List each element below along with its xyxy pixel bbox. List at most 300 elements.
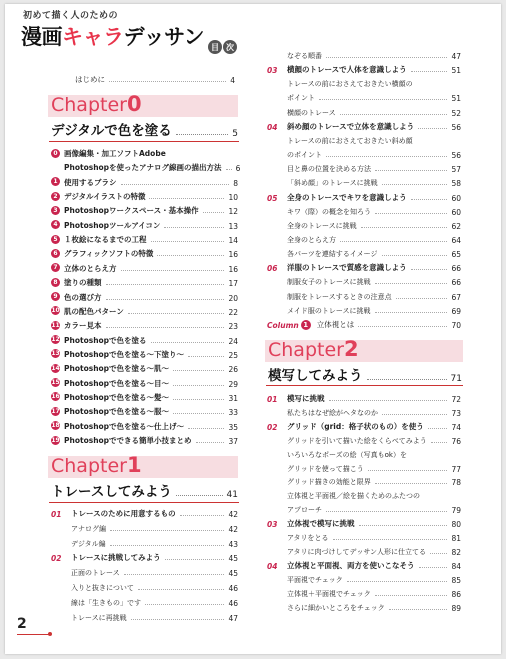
toc-row[interactable]	[51, 362, 238, 374]
toc-row-text: 「斜め顔」のトレースに挑戦	[287, 179, 378, 188]
toc-row-page: 25	[228, 350, 238, 360]
leader-dots	[347, 581, 448, 582]
toc-row-text: メイド服のトレースに挑戦	[287, 306, 371, 315]
toc-row-text: 全身のトレースに挑戦	[287, 221, 357, 230]
leader-dots	[131, 619, 225, 620]
toc-row-page: 69	[451, 306, 461, 316]
toc-row[interactable]	[267, 63, 461, 75]
toc-row-page: 80	[451, 520, 461, 530]
toc-row[interactable]	[51, 348, 238, 360]
toc-row-bullet: 17	[51, 407, 60, 415]
toc-row-page: 29	[228, 379, 238, 389]
toc-row-text: グラフィックソフトの特徴	[64, 249, 154, 259]
toc-row[interactable]	[51, 276, 238, 288]
leader-dots	[110, 545, 225, 546]
chapter-title: トレースしてみよう	[51, 484, 172, 500]
toc-row[interactable]	[267, 205, 461, 217]
toc-row[interactable]	[51, 247, 238, 259]
toc-row[interactable]	[267, 573, 461, 585]
toc-row[interactable]	[267, 261, 461, 273]
toc-row[interactable]	[51, 537, 238, 549]
toc-row-text: 横顔のトレースで人体を意識しよう	[287, 65, 407, 75]
toc-row-page: 14	[228, 236, 238, 246]
toc-row[interactable]	[51, 522, 238, 534]
toc-row-page: 16	[228, 250, 238, 260]
toc-row-text: 平面視でチェック	[287, 575, 343, 584]
footer-line	[17, 634, 49, 635]
page-number: 2	[17, 616, 27, 632]
toc-row[interactable]	[267, 162, 461, 174]
toc-row-section-number: 04	[267, 561, 278, 571]
toc-row-page: 89	[451, 603, 461, 613]
toc-row-page: 60	[451, 193, 461, 203]
toc-row-section-number: 02	[51, 554, 62, 564]
leader-dots	[382, 255, 448, 256]
toc-row-page: 46	[228, 598, 238, 608]
toc-row[interactable]	[267, 503, 461, 515]
title-part-dessin: デッサン	[123, 25, 205, 49]
toc-row-text: グリッド描きの効能と限界	[287, 478, 371, 487]
toc-badge-char: 目	[208, 40, 222, 54]
toc-row-text: 洋服のトレースで質感を意識しよう	[287, 263, 407, 273]
toc-row-bullet: 16	[51, 393, 60, 401]
leader-dots	[326, 511, 447, 512]
toc-row-page: 35	[228, 422, 238, 432]
leader-dots	[176, 134, 229, 135]
chapter-title: デジタルで色を塗る	[51, 123, 172, 139]
toc-row-page: 16	[228, 264, 238, 274]
toc-row[interactable]	[267, 91, 461, 103]
leader-dots	[361, 227, 448, 228]
toc-row-section-number: 05	[267, 193, 278, 203]
book-title	[21, 21, 204, 51]
chapter-word: Chapter	[51, 455, 127, 477]
toc-row-text: Photoshopワークスペース・基本操作	[64, 206, 199, 216]
toc-row[interactable]	[51, 204, 238, 216]
toc-row[interactable]	[267, 49, 461, 61]
chapter-title: 模写してみよう	[268, 368, 363, 384]
toc-row-page: 22	[228, 307, 238, 317]
toc-row-page: 20	[228, 293, 238, 303]
toc-row-page: 26	[228, 365, 238, 375]
toc-row-text: 立体視とは	[316, 320, 355, 329]
toc-row-text: トレースに挑戦してみよう	[71, 553, 161, 563]
toc-row-column[interactable]	[267, 318, 461, 330]
toc-row-intro[interactable]	[75, 73, 235, 85]
leader-dots	[121, 184, 230, 185]
toc-row[interactable]	[267, 247, 461, 259]
toc-row-text: いろいろなポーズの絵（写真もok）を	[287, 450, 407, 459]
chapter-1-label	[51, 453, 142, 477]
leader-dots	[106, 284, 225, 285]
toc-row-page: 24	[228, 336, 238, 346]
leader-dots	[430, 553, 447, 554]
toc-row-bullet: 6	[51, 249, 60, 258]
toc-row[interactable]	[267, 304, 461, 316]
chapter-underline	[266, 385, 463, 386]
toc-row[interactable]	[51, 611, 238, 623]
toc-row-page: 66	[451, 278, 461, 288]
toc-row-text: Photoshopで色を塗る〜仕上げ〜	[64, 421, 185, 431]
toc-row[interactable]	[51, 219, 238, 231]
chapter-number: 2	[343, 337, 359, 361]
leader-dots	[411, 199, 448, 200]
toc-row-page: 66	[451, 264, 461, 274]
toc-row-bullet: 13	[51, 350, 60, 358]
toc-row-text: なぞる順番	[287, 52, 322, 60]
leader-dots	[176, 495, 223, 496]
toc-row-page: 67	[451, 292, 461, 302]
toc-row-page: 85	[451, 575, 461, 585]
toc-row-text: 色の選び方	[64, 292, 102, 302]
toc-row-bullet: 12	[51, 336, 60, 344]
toc-row-bullet: 8	[51, 278, 60, 287]
leader-dots	[203, 212, 225, 213]
toc-row-text: Photoshopで色を塗る〜肌〜	[64, 364, 170, 374]
toc-row-text: カラー見本	[64, 321, 102, 331]
toc-row-text: アプローチ	[287, 506, 322, 515]
toc-row-text: トレースの前におさえておきたい斜め顔	[287, 136, 413, 145]
title-part-chara: キャラ	[62, 25, 124, 49]
toc-row[interactable]	[267, 106, 461, 118]
leader-dots	[188, 356, 224, 357]
toc-row-text: デジタルイラストの特徴	[64, 192, 146, 202]
toc-row-text: 肌の配色パターン	[64, 306, 124, 316]
toc-row[interactable]	[267, 191, 461, 203]
book-subtitle: 初めて描く人のための	[23, 11, 119, 21]
leader-dots	[368, 470, 448, 471]
toc-row-bullet: 18	[51, 422, 60, 430]
leader-dots	[106, 327, 225, 328]
leader-dots	[124, 574, 225, 575]
toc-row[interactable]	[267, 176, 461, 188]
leader-dots	[157, 255, 224, 256]
toc-row-text: 立体のとらえ方	[64, 263, 117, 273]
footer-dot	[48, 632, 52, 636]
leader-dots	[164, 227, 224, 228]
toc-row-text: Photoshopでできる簡単小技まとめ	[64, 436, 192, 445]
toc-row-page: 56	[451, 122, 461, 132]
toc-row[interactable]	[51, 405, 238, 417]
toc-badge-char: 次	[223, 40, 237, 54]
toc-row-bullet: 3	[51, 206, 60, 215]
toc-row-page: 43	[228, 539, 238, 549]
toc-row-section-number: 01	[51, 510, 62, 519]
toc-row[interactable]	[51, 551, 238, 563]
toc-row-bullet: 9	[51, 292, 60, 301]
toc-row-page: 74	[451, 422, 461, 432]
toc-row-text: 立体視と平面視／絵を描くためのふたつの	[287, 492, 420, 501]
toc-row[interactable]	[267, 559, 461, 571]
leader-dots	[326, 156, 447, 157]
toc-row[interactable]	[51, 291, 238, 303]
toc-row-section-number: 01	[267, 395, 278, 404]
toc-row[interactable]	[267, 517, 461, 529]
toc-row-page: 47	[228, 613, 238, 623]
column-number: 1	[301, 320, 311, 330]
toc-row-text: 私たちはなぜ絵がヘタなのか	[287, 408, 378, 417]
toc-row-text: Photoshopで色を塗る〜服〜	[64, 407, 170, 417]
toc-row[interactable]	[51, 391, 238, 403]
toc-row[interactable]	[267, 601, 461, 613]
toc-row-page: 10	[228, 193, 238, 203]
toc-row[interactable]	[267, 489, 461, 501]
toc-row[interactable]	[51, 434, 238, 446]
leader-dots	[165, 559, 225, 560]
toc-row-page: 58	[451, 179, 461, 189]
toc-row[interactable]	[51, 190, 238, 202]
toc-row-section-number: 06	[267, 264, 278, 274]
chapter-1-title-row[interactable]	[51, 480, 238, 500]
toc-row[interactable]	[267, 148, 461, 160]
toc-row-page: 46	[228, 584, 238, 593]
toc-row[interactable]	[267, 120, 461, 132]
toc-row[interactable]	[267, 406, 461, 418]
toc-row-page: 65	[451, 250, 461, 260]
toc-row[interactable]	[51, 566, 238, 578]
leader-dots	[110, 530, 224, 531]
toc-row-text: 各パーツを連結するイメージ	[287, 250, 378, 259]
toc-row[interactable]	[267, 290, 461, 302]
leader-dots	[375, 595, 448, 596]
leader-dots	[367, 379, 447, 380]
toc-row-page: 79	[451, 506, 461, 516]
leader-dots	[396, 298, 448, 299]
leader-dots	[121, 270, 225, 271]
toc-row-page: 51	[451, 66, 461, 76]
toc-row[interactable]	[51, 319, 238, 331]
toc-row-page: 4	[230, 76, 235, 85]
toc-row-page: 81	[451, 534, 461, 543]
leader-dots	[375, 312, 448, 313]
leader-dots	[333, 539, 448, 540]
chapter-2-title-row[interactable]	[268, 364, 462, 384]
toc-row-text: アナログ編	[71, 524, 106, 533]
toc-row-page: 42	[228, 524, 238, 534]
toc-row-page: 6	[235, 164, 241, 174]
toc-row[interactable]	[51, 581, 238, 593]
toc-row-page: 52	[451, 108, 461, 118]
column-word: Column	[267, 320, 299, 330]
toc-row-page: 57	[451, 165, 461, 175]
leader-dots	[389, 609, 448, 610]
toc-row-section-number: 04	[267, 122, 278, 132]
leader-dots	[226, 169, 232, 170]
toc-row-text: 斜め顔のトレースで立体を意識しよう	[287, 121, 415, 131]
toc-row-text: 横顔のトレース	[287, 108, 336, 117]
toc-row[interactable]	[267, 219, 461, 231]
chapter-page: 71	[450, 374, 462, 384]
toc-row-page: 12	[228, 207, 238, 217]
toc-row-text: 制服女子のトレースに挑戦	[287, 278, 371, 287]
column-badge	[267, 320, 311, 330]
toc-row-section-number: 03	[267, 520, 278, 530]
toc-row[interactable]	[267, 77, 461, 89]
leader-dots	[428, 428, 448, 429]
chapter-page: 5	[232, 129, 238, 139]
toc-row-text: 正面のトレース	[71, 569, 120, 578]
toc-row-text: 塗りの種類	[64, 278, 102, 288]
leader-dots	[382, 184, 448, 185]
toc-row[interactable]	[267, 134, 461, 146]
toc-row-page: 23	[228, 322, 238, 332]
toc-row[interactable]	[267, 545, 461, 557]
toc-row-section-number: 03	[267, 66, 278, 76]
toc-row[interactable]	[267, 531, 461, 543]
toc-row[interactable]	[267, 392, 461, 404]
toc-row-bullet: 4	[51, 220, 60, 229]
toc-row-page: 73	[451, 408, 461, 418]
toc-row-page: 77	[451, 464, 461, 474]
toc-row[interactable]	[267, 420, 461, 432]
toc-row[interactable]	[51, 420, 238, 432]
leader-dots	[149, 198, 224, 199]
toc-row-bullet: 10	[51, 307, 60, 315]
chapter-underline	[49, 141, 239, 142]
leader-dots	[173, 385, 224, 386]
leader-dots	[358, 326, 447, 327]
toc-row-text: 画像編集・加工ソフトAdobe	[64, 149, 166, 158]
toc-row[interactable]	[267, 462, 461, 474]
leader-dots	[326, 57, 447, 58]
toc-row-text: 使用するブラシ	[64, 177, 117, 187]
leader-dots	[138, 589, 225, 590]
leader-dots	[329, 400, 448, 401]
toc-row-text: ポイント	[287, 94, 315, 103]
chapter-0-title-row[interactable]	[51, 119, 238, 139]
toc-row-text: Photoshopで色を塗る	[64, 335, 147, 345]
title-part-manga: 漫画	[21, 25, 62, 49]
toc-row[interactable]	[51, 233, 238, 245]
toc-row-page: 51	[451, 94, 461, 104]
toc-row-text: 入りと抜きについて	[71, 584, 134, 592]
toc-row[interactable]	[51, 507, 238, 519]
toc-row[interactable]	[51, 176, 238, 188]
toc-row-page: 70	[451, 321, 461, 330]
toc-row-text: アタリに肉づけしてデッサン人形に仕立てる	[287, 547, 427, 556]
leader-dots	[375, 483, 448, 484]
toc-row-page: 31	[228, 393, 238, 403]
leader-dots	[145, 604, 224, 605]
toc-row-text: キワ（際）の概念を知ろう	[287, 207, 371, 216]
leader-dots	[196, 442, 225, 443]
toc-row-page: 45	[228, 569, 238, 579]
chapter-number: 1	[126, 453, 142, 477]
leader-dots	[340, 114, 448, 115]
toc-row-page: 37	[228, 437, 238, 446]
toc-row-text: 全身のとらえ方	[287, 235, 336, 244]
toc-row-text: 線は「生きもの」です	[71, 598, 141, 607]
toc-row[interactable]	[267, 475, 461, 487]
toc-row-page: 45	[228, 554, 238, 564]
toc-row-page: 82	[451, 547, 461, 557]
toc-row[interactable]	[267, 587, 461, 599]
chapter-2-label	[268, 337, 359, 361]
leader-dots	[375, 283, 448, 284]
toc-row[interactable]	[51, 334, 238, 346]
toc-row-page: 60	[451, 207, 461, 217]
leader-dots	[173, 370, 224, 371]
toc-row-page: 47	[451, 52, 461, 61]
leader-dots	[411, 269, 448, 270]
chapter-page: 41	[226, 490, 238, 500]
toc-row[interactable]	[267, 233, 461, 245]
toc-row-text: トレースの前におさえておきたい横顔の	[287, 80, 413, 89]
toc-row-text: のポイント	[287, 151, 322, 160]
toc-row[interactable]	[51, 262, 238, 274]
toc-row-text: Photoshopを使ったアナログ線画の描出方法	[64, 163, 222, 173]
toc-row-text: 模写に挑戦	[287, 394, 325, 403]
toc-row-text: 全身のトレースでキワを意識しよう	[287, 192, 407, 202]
leader-dots	[128, 313, 225, 314]
toc-page	[5, 4, 501, 654]
toc-row[interactable]	[51, 305, 238, 317]
toc-row-section-number: 02	[267, 422, 278, 432]
toc-row-text: 目と鼻の位置を決める方法	[287, 165, 371, 174]
toc-row-text: トレースに再挑戦	[71, 613, 127, 622]
chapter-word: Chapter	[51, 94, 127, 116]
toc-row-page: 33	[228, 408, 238, 418]
toc-row-text: さらに細かいところをチェック	[287, 603, 385, 612]
leader-dots	[151, 241, 225, 242]
toc-row[interactable]	[267, 434, 461, 446]
toc-row-bullet: 1	[51, 177, 60, 186]
leader-dots	[419, 567, 448, 568]
toc-row-text: はじめに	[75, 75, 105, 84]
toc-row-bullet: 0	[51, 149, 60, 158]
toc-row-text: Photoshopで色を塗る〜髪〜	[64, 392, 170, 402]
toc-row-page: 62	[451, 221, 461, 231]
leader-dots	[411, 71, 448, 72]
toc-row-bullet: 2	[51, 192, 60, 201]
leader-dots	[375, 213, 447, 214]
toc-row-text: グリッドを使って描こう	[287, 464, 364, 473]
toc-row-page: 13	[228, 221, 238, 231]
toc-row-page: 72	[451, 395, 461, 404]
toc-row[interactable]	[267, 275, 461, 287]
toc-row-bullet: 19	[51, 436, 60, 444]
toc-row[interactable]	[51, 147, 238, 159]
toc-row[interactable]	[267, 448, 461, 460]
toc-row-page: 76	[451, 436, 461, 446]
toc-badge	[208, 40, 237, 54]
leader-dots	[359, 525, 448, 526]
leader-dots	[173, 399, 224, 400]
leader-dots	[340, 241, 447, 242]
toc-row-text: 立体視と平面視、両方を使いこなそう	[287, 560, 415, 570]
chapter-number: 0	[126, 92, 142, 116]
toc-row-page: 64	[451, 235, 461, 245]
toc-row[interactable]	[51, 596, 238, 608]
toc-row-page: 17	[228, 279, 238, 289]
toc-row-page: 8	[233, 178, 238, 188]
leader-dots	[431, 442, 448, 443]
leader-dots	[151, 342, 225, 343]
toc-row[interactable]	[51, 377, 238, 389]
toc-row-page: 86	[451, 589, 461, 599]
toc-row-text: グリッドを引いて描いた絵をくらべてみよう	[287, 436, 427, 445]
leader-dots	[180, 515, 225, 516]
toc-row-text: Photoshopで色を塗る〜目〜	[64, 378, 170, 388]
toc-row-text: 立体視で模写に挑戦	[287, 519, 355, 529]
toc-row-text: グリッド（grid：格子状のもの）を使う	[287, 421, 424, 431]
toc-row-text: Photoshopツールアイコン	[64, 220, 161, 230]
toc-row-text: トレースのために用意するもの	[71, 509, 176, 518]
toc-row-bullet: 5	[51, 235, 60, 244]
toc-row[interactable]	[51, 161, 241, 174]
toc-row-bullet: 7	[51, 263, 60, 272]
leader-dots	[173, 413, 224, 414]
